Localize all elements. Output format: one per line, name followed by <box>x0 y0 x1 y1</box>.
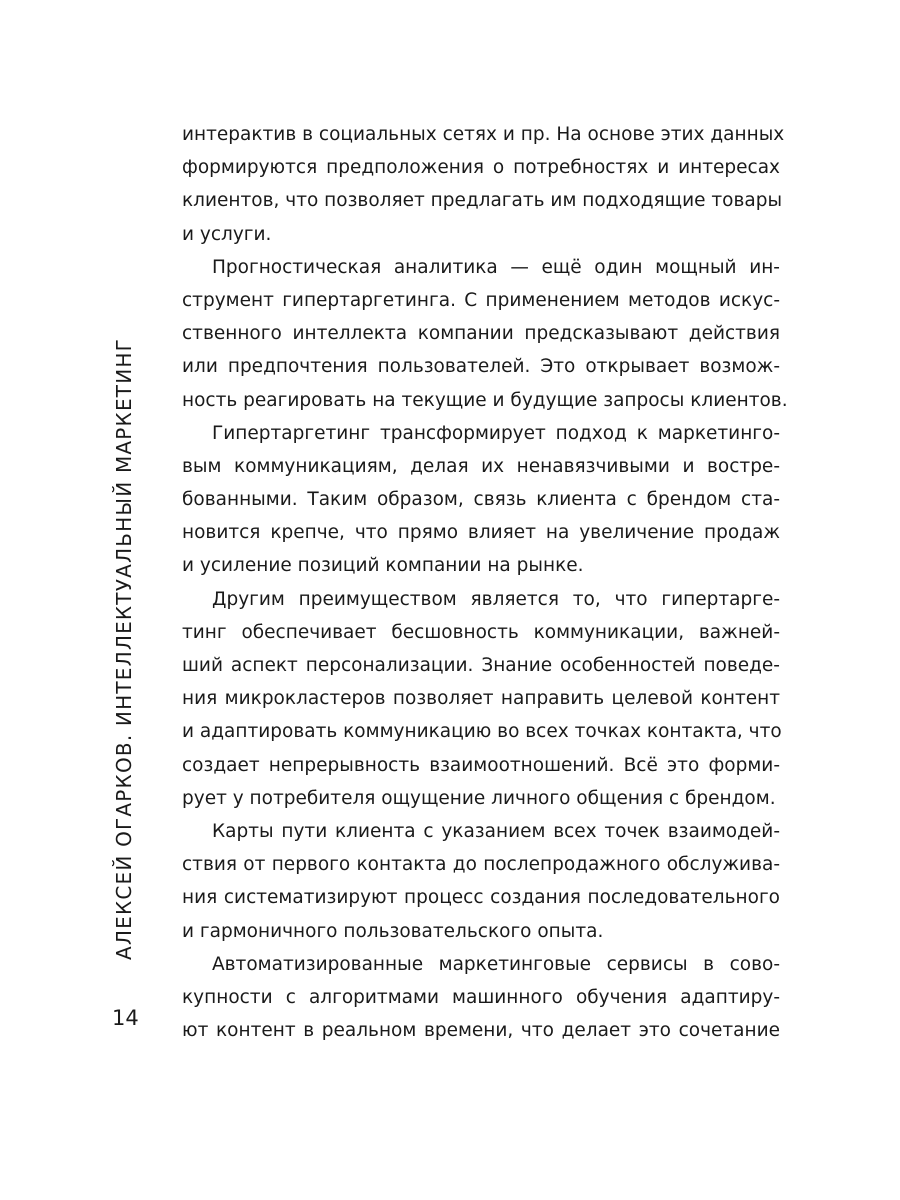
body-text <box>182 118 788 1047</box>
paragraph <box>182 948 780 1048</box>
text-line: ют контент в реальном времени, что делает это сочетание <box>182 1020 780 1042</box>
text-line: формируются предположения о потребностях и интересах <box>182 157 780 179</box>
text-line: клиентов, что позволяет предлагать им подходящие товары <box>182 190 783 212</box>
text-line: новится крепче, что прямо влияет на увеличение продаж <box>182 522 780 544</box>
text-line: создает непрерывность взаимоотношений. Всё это форми- <box>182 754 780 776</box>
text-line: вым коммуникациям, делая их ненавязчивыми и востре- <box>182 455 780 477</box>
text-line: Гипертаргетинг трансформирует подход к маркетинго- <box>212 422 780 444</box>
text-line: Карты пути клиента с указанием всех точек взаимодей- <box>212 820 780 842</box>
text-line: и усиление позиций компании на рынке. <box>182 555 584 577</box>
paragraph <box>182 417 780 583</box>
text-line: ния систематизируют процесс создания последовательного <box>182 887 780 909</box>
text-line: бованными. Таким образом, связь клиента с брендом ста- <box>182 489 780 511</box>
text-line: струмент гипертаргетинга. С применением методов искус- <box>182 289 780 311</box>
text-line: Прогностическая аналитика — ещё один мощный ин- <box>212 256 780 278</box>
text-line: или предпочтения пользователей. Это открывает возмож- <box>182 356 780 378</box>
page-number: 14 <box>112 1006 139 1030</box>
paragraph <box>182 583 780 815</box>
text-line: ность реагировать на текущие и будущие запросы клиентов. <box>182 389 788 411</box>
text-line: ствия от первого контакта до послепродажного обслужива- <box>182 854 780 876</box>
paragraph <box>182 251 788 417</box>
text-line: и адаптировать коммуникацию во всех точках контакта, что <box>182 721 782 743</box>
running-title: АЛЕКСЕЙ ОГАРКОВ. ИНТЕЛЛЕКТУАЛЬНЫЙ МАРКЕТИНГ <box>112 337 136 960</box>
paragraph <box>182 815 780 948</box>
text-line: интерактив в социальных сетях и пр. На основе этих данных <box>182 124 785 145</box>
text-line: и гармоничного пользовательского опыта. <box>182 920 604 942</box>
text-line: Автоматизированные маркетинговые сервисы в сово- <box>212 953 780 975</box>
text-line: рует у потребителя ощущение личного общения с брендом. <box>182 787 776 809</box>
text-line: ния микрокластеров позволяет направить целевой контент <box>182 688 780 710</box>
paragraph <box>182 118 785 251</box>
text-line: и услуги. <box>182 223 272 245</box>
text-line: ший аспект персонализации. Знание особенностей поведе- <box>182 655 780 676</box>
text-line: купности с алгоритмами машинного обучения адаптиру- <box>182 986 780 1008</box>
text-line: ственного интеллекта компании предсказывают действия <box>182 323 780 345</box>
text-line: Другим преимуществом является то, что гипертарге- <box>212 588 780 610</box>
text-line: тинг обеспечивает бесшовность коммуникации, важней- <box>182 621 780 643</box>
